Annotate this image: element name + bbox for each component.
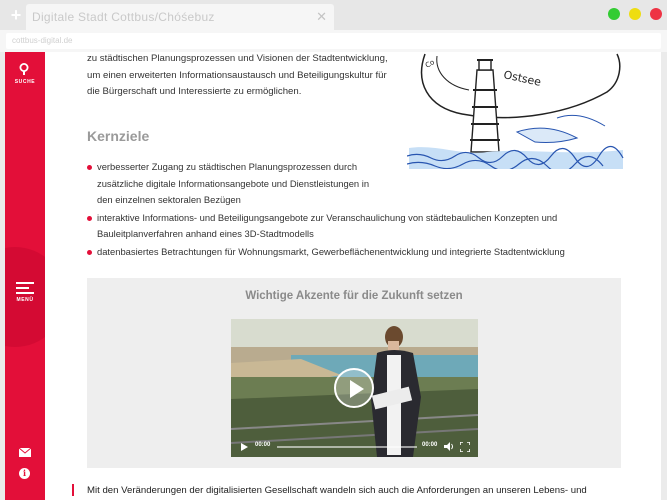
play-icon[interactable] [241, 443, 248, 451]
list-item [87, 210, 627, 243]
svg-text:Co: Co [424, 58, 436, 70]
bullet-icon [87, 250, 92, 255]
close-window-button[interactable] [650, 8, 662, 20]
section-heading: Kernziele [87, 128, 150, 144]
sidebar [5, 52, 45, 500]
info-icon[interactable]: i [19, 468, 30, 479]
fullscreen-icon[interactable] [460, 442, 470, 452]
search-button[interactable] [5, 62, 45, 85]
video-section [87, 278, 621, 468]
volume-icon[interactable] [444, 442, 454, 451]
close-icon[interactable]: ✕ [316, 9, 327, 24]
paragraph-text: Mit den Veränderungen der digitalisierten Gesellschaft wandeln sich auch die Anforderungen an unseren Lebens- und [87, 485, 587, 496]
total-time: 00:00 [422, 442, 438, 448]
minimize-button[interactable] [629, 8, 641, 20]
bullet-icon [87, 165, 92, 170]
url-field[interactable] [6, 33, 661, 49]
current-time: 00:00 [255, 442, 271, 448]
search-label: SUCHE [14, 79, 36, 85]
play-button[interactable] [334, 368, 374, 408]
illustration-label: Ostsee [502, 68, 543, 89]
list-item-text: datenbasiertes Betrachtungen für Wohnungsmarkt, Gewerbeflächenentwicklung und integrierte Stadtentwicklung [97, 245, 565, 257]
tab-title: Digitale Stadt Cottbus/Chóśebuz [32, 10, 215, 24]
list-item-text: verbesserter Zugang zu städtischen Planungsprozessen durch zusätzliche digitale Informationsangebote und Dienstleistungen in den einzelnen sektoralen Bezügen [97, 161, 370, 205]
url-text: cottbus-digital.de [12, 36, 73, 45]
list-item [87, 244, 627, 261]
video-controls [231, 437, 478, 457]
page-viewport [5, 52, 661, 500]
video-title: Wichtige Akzente für die Zukunft setzen [245, 290, 463, 302]
list-item [87, 159, 387, 209]
new-tab-button[interactable]: + [10, 5, 22, 25]
goals-list [87, 159, 627, 261]
quote-marker [72, 484, 74, 496]
lighthouse-illustration [407, 52, 625, 169]
maximize-button[interactable] [608, 8, 620, 20]
menu-icon [16, 282, 34, 294]
progress-bar[interactable] [277, 446, 417, 448]
video-player[interactable] [231, 319, 478, 457]
search-icon [18, 62, 32, 76]
menu-label: MENÜ [16, 297, 34, 303]
mail-icon[interactable] [19, 448, 31, 457]
browser-tab[interactable] [26, 4, 334, 30]
bullet-icon [87, 216, 92, 221]
menu-button[interactable] [5, 282, 45, 303]
intro-paragraph: zu städtischen Planungsprozessen und Visionen der Stadtentwicklung, um einen erweiterten Informationsaustausch und Beteiligungskultur für die Bürgerschaft und Interessierte zu ermöglichen. [87, 53, 388, 97]
list-item-text: interaktive Informations- und Beteiligungsangebote zur Veranschaulichung von städtebaulichen Konzepten und Bauleitplanverfahren anhand eines 3D-Stadtmodells [97, 211, 558, 239]
address-bar [0, 30, 667, 52]
tab-bar [0, 0, 667, 30]
